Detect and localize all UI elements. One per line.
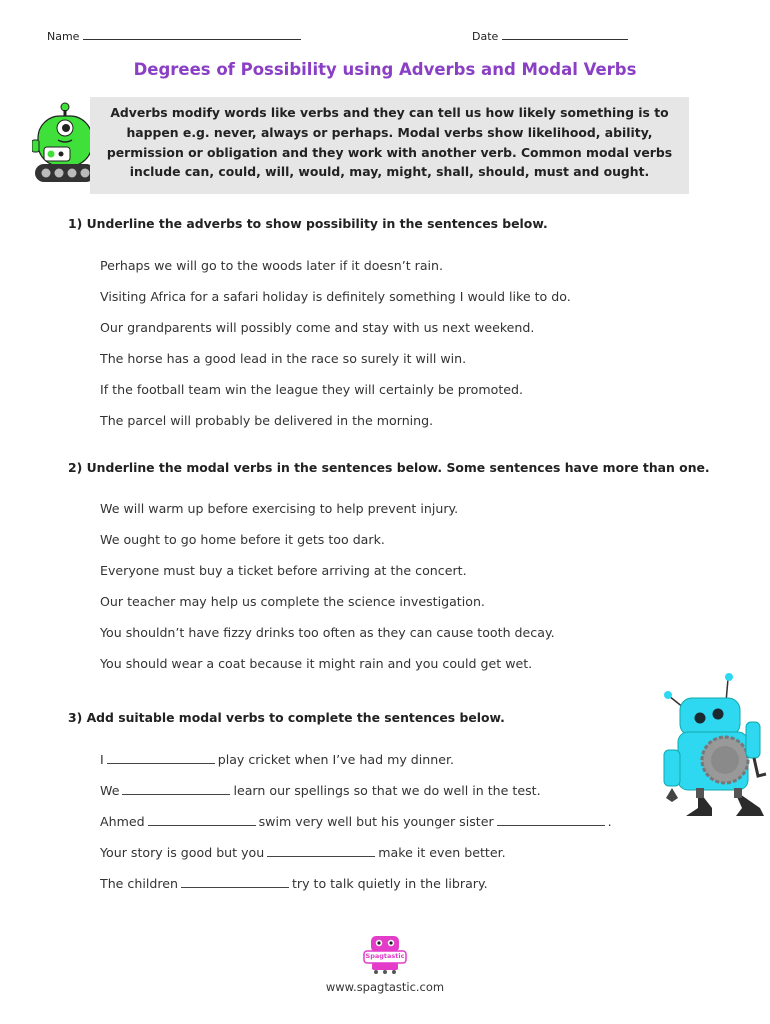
answer-blank[interactable] — [267, 846, 375, 857]
answer-blank[interactable] — [497, 815, 605, 826]
s1-sentence: The parcel will probably be delivered in the morning. — [100, 413, 434, 428]
s3-sentence — [100, 814, 612, 829]
s3-text: . — [607, 814, 612, 829]
name-line[interactable] — [83, 30, 301, 40]
s3-text: I — [100, 752, 104, 767]
date-label: Date — [472, 30, 499, 43]
s3-text: Your story is good but you — [100, 845, 265, 860]
s3-text: swim very well but his younger sister — [258, 814, 494, 829]
footer-url[interactable]: www.spagtastic.com — [325, 980, 445, 994]
cyan-robot-icon — [658, 670, 770, 832]
s3-sentence — [100, 876, 488, 891]
section-2-heading: 2) Underline the modal verbs in the sentences below. Some sentences have more than one. — [68, 460, 710, 475]
name-label: Name — [47, 30, 80, 43]
s2-sentence: We ought to go home before it gets too dark. — [100, 532, 385, 547]
s2-sentence: We will warm up before exercising to help prevent injury. — [100, 501, 459, 516]
section-3-heading: 3) Add suitable modal verbs to complete the sentences below. — [68, 710, 505, 725]
green-robot-icon — [32, 100, 98, 186]
s3-text: try to talk quietly in the library. — [291, 876, 488, 891]
logo-text: Spagtastic — [365, 952, 405, 960]
page-title: Degrees of Possibility using Adverbs and Modal Verbs — [133, 60, 637, 79]
date-line[interactable] — [502, 30, 628, 40]
answer-blank[interactable] — [122, 784, 230, 795]
s1-sentence: Our grandparents will possibly come and stay with us next weekend. — [100, 320, 535, 335]
s3-sentence — [100, 783, 541, 798]
s1-sentence: Perhaps we will go to the woods later if it doesn’t rain. — [100, 258, 444, 273]
s3-text: learn our spellings so that we do well in the test. — [233, 783, 541, 798]
s3-text: The children — [100, 876, 178, 891]
date-field — [472, 30, 628, 43]
section-1-heading: 1) Underline the adverbs to show possibility in the sentences below. — [68, 216, 548, 231]
name-field — [47, 30, 301, 43]
s3-text: make it even better. — [378, 845, 506, 860]
s2-sentence: You shouldn’t have fizzy drinks too often as they can cause tooth decay. — [100, 625, 555, 640]
spagtastic-logo — [362, 934, 408, 974]
s3-sentence — [100, 845, 506, 860]
s2-sentence: Our teacher may help us complete the science investigation. — [100, 594, 485, 609]
info-box — [90, 97, 689, 194]
s3-text: play cricket when I’ve had my dinner. — [217, 752, 455, 767]
s3-text: We — [100, 783, 120, 798]
answer-blank[interactable] — [181, 877, 289, 888]
s2-sentence: Everyone must buy a ticket before arriving at the concert. — [100, 563, 467, 578]
s1-sentence: If the football team win the league they will certainly be promoted. — [100, 382, 524, 397]
answer-blank[interactable] — [148, 815, 256, 826]
s1-sentence: The horse has a good lead in the race so surely it will win. — [100, 351, 467, 366]
s3-text: Ahmed — [100, 814, 145, 829]
s3-sentence — [100, 752, 454, 767]
answer-blank[interactable] — [107, 753, 215, 764]
s1-sentence: Visiting Africa for a safari holiday is definitely something I would like to do. — [100, 289, 571, 304]
s2-sentence: You should wear a coat because it might rain and you could get wet. — [100, 656, 533, 671]
info-text: Adverbs modify words like verbs and they can tell us how likely something is to happen e.g. never, always or perhaps. Modal verbs show likelihood, ability, permission or obligation and they work with another verb. Common modal verbs include can, could, will, would, may, might, shall, should, must and ought. — [106, 105, 673, 180]
